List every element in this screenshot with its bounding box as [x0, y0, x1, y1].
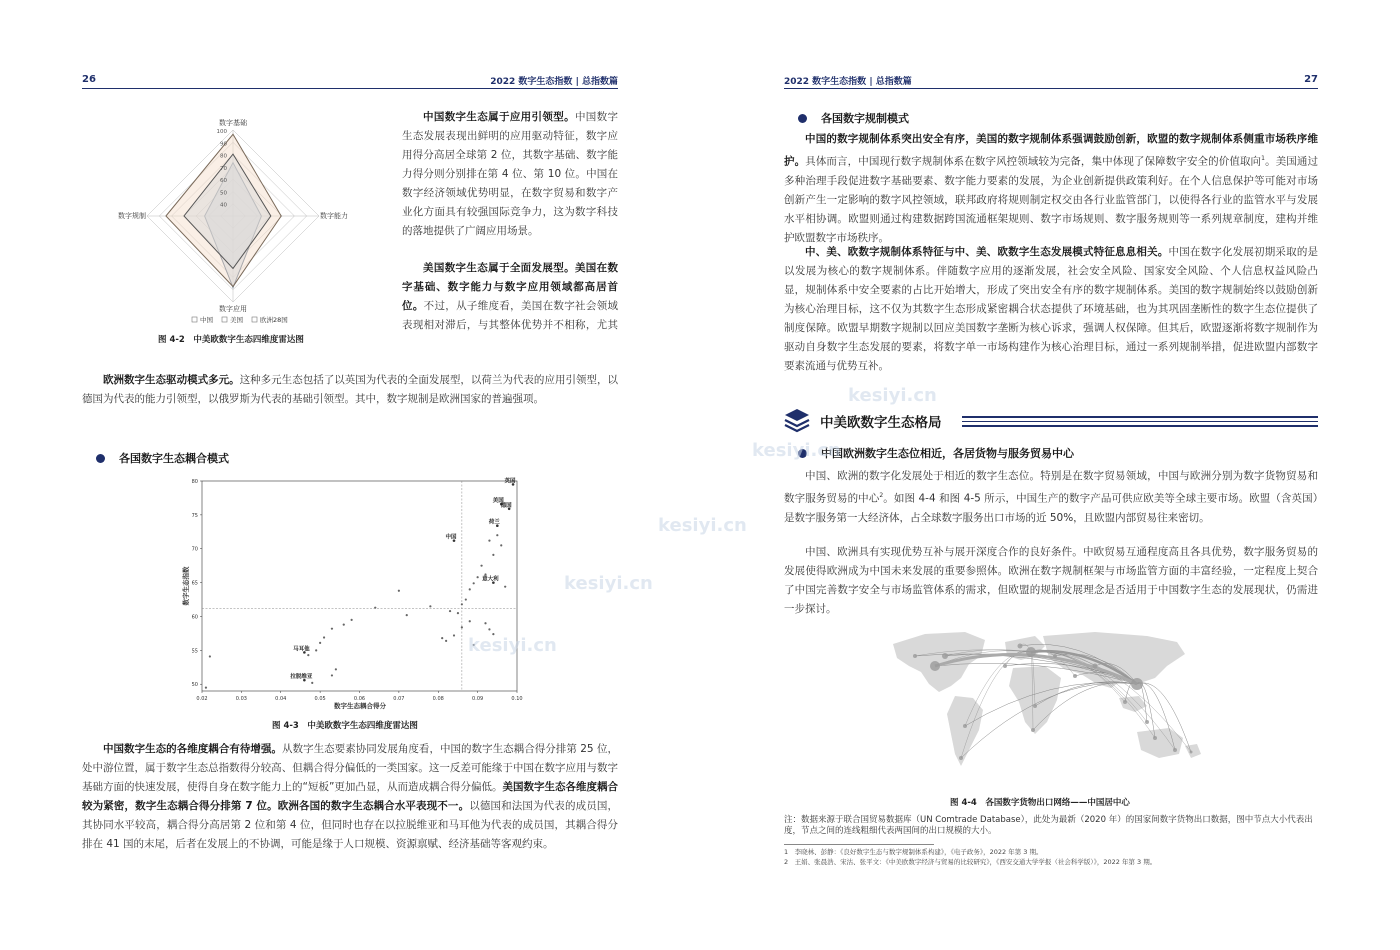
radar-tick-label: 50: [220, 190, 227, 197]
scatter-point: [473, 582, 475, 584]
scatter-y-tick-label: 60: [191, 614, 198, 621]
section-banner: [784, 405, 1318, 437]
scatter-point: [469, 620, 471, 622]
para-regulation-body2: 。美国通过多种治理手段促进数字基础要素、数字能力要素的发展，为企业创新提供政策利好。在个人信息保护等可能对市场创新产生一定影响的数字风控领域，联邦政府将规则制定权交由各行业监管部门，以使得各行业的监管水平与发展水平相协调。欧盟则通过构建数据跨国流通框架规则、数字市场规则、数字服务规则等一系列规章制度，建构并维护欧盟数字市场秩序。: [784, 155, 1319, 244]
scatter-plot-area: [202, 481, 517, 691]
scatter-caption: 图 4-3 中美欧数字生态四维度雷达图: [272, 721, 418, 731]
scatter-point: [465, 598, 467, 600]
trade-node: [1073, 674, 1077, 678]
section-regulation-title: 各国数字规制模式: [821, 112, 909, 125]
trade-network-map: [885, 626, 1215, 786]
section-niche-title: 中国欧洲数字生态位相近，各居货物与服务贸易中心: [821, 447, 1074, 460]
trade-node: [930, 661, 940, 671]
section-bullet-icon: [96, 454, 105, 463]
para-us-comprehensive: [82, 259, 618, 335]
scatter-point-label: 拉脱维亚: [290, 674, 313, 681]
scatter-x-tick-label: 0.08: [432, 696, 444, 702]
scatter-point: [477, 576, 479, 578]
para-us-body: 不过，从子维度看，美国在数字社会领域表现相对滞后，与其整体优势并不相称，尤其: [402, 300, 618, 331]
watermark: kesiyi.cn: [658, 515, 747, 536]
watermark: kesiyi.cn: [468, 635, 557, 656]
banner-rule-2: [962, 421, 1318, 422]
scatter-point: [319, 642, 321, 644]
para-features-lead: 中、美、欧数字规制体系特征与中、美、欧数字生态发展模式特征息息相关。: [805, 246, 1169, 258]
footnote-rule: [784, 844, 934, 845]
scatter-point: [335, 668, 337, 670]
scatter-point: [461, 603, 463, 605]
scatter-point: [488, 628, 490, 630]
watermark: kesiyi.cn: [752, 440, 841, 461]
trade-node: [1145, 720, 1149, 724]
section-coupling-mode: [96, 450, 229, 466]
scatter-point: [496, 534, 498, 536]
banner-rule-1: [962, 416, 1318, 418]
banner-rule-3: [962, 425, 1318, 427]
scatter-x-tick-label: 0.06: [353, 696, 366, 702]
radar-axis-label-bottom: 数字应用: [219, 305, 247, 313]
scatter-point: [461, 626, 463, 628]
scatter-point: [492, 554, 494, 556]
scatter-point-label: 中国: [445, 534, 457, 541]
para-niche-body2: 。如图 4-4 和图 4-5 所示，中国生产的数字产品可供应欧美等全球主要市场。欧盟（含英国）是数字服务第一大经济体，占全球数字服务出口市场的近 50%，且欧盟内部贸易往来密切。: [784, 492, 1318, 524]
radar-axis-label-right: 数字能力: [320, 212, 348, 220]
scatter-point: [398, 590, 400, 592]
para-china-application: [402, 108, 618, 260]
scatter-point: [205, 687, 207, 689]
trade-node: [1153, 736, 1157, 740]
trade-node: [1173, 748, 1177, 752]
radar-tick-label: 90: [220, 141, 227, 148]
trade-node: [1123, 700, 1127, 704]
para-europe-body: 这种多元生态包括了以英国为代表的全面发展型，以荷兰为代表的应用引领型，以德国为代表的能力引领型，以俄罗斯为代表的基础引领型。其中，数字规制是欧洲国家的普遍强项。: [82, 374, 619, 405]
radar-axis-label-top: 数字基础: [219, 119, 247, 127]
scatter-point: [488, 540, 490, 542]
scatter-point: [307, 654, 309, 656]
scatter-point: [331, 674, 333, 676]
scatter-point: [484, 622, 486, 624]
radar-tick-label: 70: [220, 165, 227, 172]
para-complementary-body: 中国、欧洲具有实现优势互补与展开深度合作的良好条件。中欧贸易互通程度高且各具优势，数字服务贸易的发展使得欧洲成为中国未来发展的重要参照体。欧洲在数字规制框架与市场监管方面的丰富经验，一定程度上契合了中国完善数字安全与市场监管体系的需求，但欧盟的规制发展理念是否适用于中国数字生态的发展现状，仍需进一步探讨。: [784, 546, 1318, 615]
watermark: kesiyi.cn: [848, 385, 937, 406]
trade-node: [1031, 728, 1035, 732]
para-regulation-body: 具体而言，中国现行数字规制体系在数字风控领域较为完备，集中体现了保障数字安全的价值取向: [805, 155, 1262, 168]
radar-tick-label: 100: [216, 129, 227, 135]
scatter-point: [331, 628, 333, 630]
trade-node: [942, 653, 948, 659]
para-us-lead: 美国数字生态属于全面发展型。美国在数字基础、数字能力与数字应用领域都高居首位。: [402, 262, 618, 312]
scatter-point: [453, 634, 455, 636]
watermark: kesiyi.cn: [564, 573, 653, 594]
scatter-point: [484, 573, 486, 575]
scatter-point-label: 荷兰: [488, 519, 500, 526]
footnote-ref-1: 1: [1261, 155, 1265, 162]
trade-node: [1053, 654, 1057, 658]
para-complementary: [784, 543, 1318, 619]
trade-node: [963, 724, 967, 728]
scatter-chart: [180, 475, 525, 713]
para-coupling-lead1: 中国数字生态的各维度耦合有待增强。: [103, 743, 283, 755]
scatter-point: [504, 586, 506, 588]
para-features-body: 中国在数字化发展初期采取的是以发展为核心的数字规制体系。伴随数字应用的逐渐发展，社会安全风险、国家安全风险、个人信息权益风险凸显，规制体系中安全要素的占比开始增大，形成了突出安全有序的数字规制体系。美国的数字规制始终以鼓励创新为核心治理目标，这不仅为其数字生态形成紧密耦合状态提供了环境基础，也为其巩固垄断性的数字生态位提供了制度保障。欧盟早期数字规制以回应美国数字垄断为核心诉求，强调人权保障。但其后，欧盟逐渐将数字规制作为驱动自身数字生态发展的要素，将数字单一市场构建作为核心治理目标，通过一系列规制举措，促进欧盟内部数字要素流通与优势互补。: [784, 246, 1319, 372]
para-coupling-analysis: [82, 740, 618, 854]
scatter-y-tick-label: 50: [191, 682, 198, 689]
scatter-point-label: 马耳他: [293, 646, 310, 653]
scatter-ylabel: 数字生态指数: [182, 566, 190, 606]
legend-label-china: 中国: [200, 316, 213, 324]
scatter-point: [469, 588, 471, 590]
scatter-y-tick-label: 65: [191, 580, 198, 587]
scatter-y-tick-label: 55: [191, 648, 198, 655]
scatter-point: [311, 682, 313, 684]
legend-label-us: 美国: [230, 316, 243, 324]
para-coupling-body2: 以德国和法国为代表的成员国，其协同水平较高，耦合得分高居第 2 位和第 4 位，但同时也存在以拉脱维亚和马耳他为代表的成员国，其耦合得分排在 41 国的末尾，后者在发展上的不协调，可能是缘于人口规模、资源禀赋、经济基础等客观约束。: [82, 800, 618, 850]
scatter-point: [315, 649, 317, 651]
section-regulation-mode: [798, 110, 909, 126]
scatter-point: [351, 619, 353, 621]
para-coupling-lead2: 美国数字生态各维度耦合较为紧密，数字生态耦合得分排第 7 位。欧洲各国的数字生态耦合水平表现不一。: [82, 781, 618, 812]
scatter-x-tick-label: 0.10: [511, 696, 523, 702]
trade-node: [1018, 644, 1023, 649]
scatter-point: [343, 624, 345, 626]
footnote-ref-2: 2: [879, 492, 884, 499]
para-regulation-systems: [784, 130, 1318, 248]
scatter-point: [406, 614, 408, 616]
right-header-rule: [784, 88, 1318, 89]
para-europe-lead: 欧洲数字生态驱动模式多元。: [103, 374, 240, 386]
scatter-point-label: 美国: [492, 498, 504, 505]
para-europe-diverse: [82, 371, 618, 409]
radar-axis-label-left: 数字规制: [118, 212, 146, 220]
radar-tick-label: 40: [220, 202, 227, 209]
scatter-xlabel: 数字生态耦合得分: [334, 702, 386, 710]
para-niche-body: 中国、欧洲的数字化发展处于相近的数字生态位。特别是在数字贸易领域，中国与欧洲分别为数字货物贸易和数字服务贸易的中心: [784, 470, 1318, 505]
footnote-2: 2 王娟、张晨浩、宋沽、张平文：《中美欧数字经济与贸易的比较研究》，《西安交通大学学报（社会科学版）》，2022 年第 3 期。: [784, 858, 1157, 866]
section-coupling-title: 各国数字生态耦合模式: [119, 452, 229, 465]
radar-tick-label: 80: [220, 153, 227, 160]
para-regulation-features: [784, 243, 1318, 376]
scatter-x-tick-label: 0.04: [275, 696, 287, 702]
para-china-application-body: 中国数字生态发展表现出鲜明的应用驱动特征，数字应用得分高居全球第 2 位，其数字基础、数字能力得分则分别排在第 4 位、第 10 位。中国在数字经济领域优势明显，在数字贸易和数字产业化方面具有较强国际竞争力，这为数字科技的落地提供了广阔应用场景。: [402, 111, 618, 237]
map-note: 注：数据来源于联合国贸易数据库（UN Comtrade Database），此处为最新（2020 年）的国家间数字货物出口数据，图中节点大小代表出度，节点之间的连线粗细代表两国间的出口规模的大小。: [784, 815, 1313, 836]
scatter-point: [209, 655, 211, 657]
trade-node: [959, 756, 963, 760]
left-header-rule: [82, 88, 618, 89]
radar-tick-label: 60: [220, 178, 227, 185]
trade-node: [1003, 664, 1007, 668]
left-page-number: 26: [82, 74, 96, 85]
para-regulation-lead: 中国的数字规制体系突出安全有序，美国的数字规制体系强调鼓励创新，欧盟的数字规制体系侧重市场秩序维护。: [784, 133, 1318, 168]
left-page-header: 2022 数字生态指数 | 总指数篇: [490, 77, 618, 87]
trade-node: [1033, 704, 1037, 708]
trade-node: [1093, 664, 1098, 669]
scatter-point: [445, 640, 447, 642]
scatter-x-tick-label: 0.05: [314, 696, 326, 702]
scatter-point: [374, 607, 376, 609]
trade-node: [1131, 678, 1143, 690]
scatter-point: [323, 636, 325, 638]
map-caption: 图 4-4 各国数字货物出口网络——中国居中心: [950, 798, 1130, 808]
banner-title: 中美欧数字生态格局: [820, 415, 942, 431]
scatter-point-label: 意大利: [482, 576, 499, 583]
scatter-y-tick-label: 75: [191, 512, 198, 519]
legend-label-eu: 欧洲28国: [260, 316, 288, 324]
right-page-number: 27: [1304, 74, 1318, 85]
scatter-point: [457, 612, 459, 614]
scatter-point-label: 德国: [500, 502, 512, 509]
section-bullet-icon: [798, 114, 807, 123]
scatter-x-tick-label: 0.02: [196, 696, 208, 702]
scatter-x-tick-label: 0.09: [472, 696, 484, 702]
para-us-comprehensive-block: [82, 259, 618, 335]
trade-node: [913, 654, 917, 658]
scatter-point: [441, 637, 443, 639]
right-page-header: 2022 数字生态指数 | 总指数篇: [784, 77, 912, 87]
para-niche: [784, 467, 1318, 528]
layers-icon: [784, 407, 810, 433]
para-china-application-lead: 中国数字生态属于应用引领型。: [423, 111, 575, 123]
scatter-y-tick-label: 80: [191, 479, 198, 485]
radar-caption: 图 4-2 中美欧数字生态四维度雷达图: [158, 335, 304, 345]
scatter-point: [500, 544, 502, 546]
scatter-y-tick-label: 70: [191, 546, 198, 553]
para-coupling-body1: 从数字生态要素协同发展角度看，中国的数字生态耦合得分排第 25 位，处中游位置，属于数字生态总指数得分较高、但耦合得分偏低的一类国家。这一反差可能缘于中国在数字应用与数字基础方面的快速发展，使得自身在数字能力上的“短板”更加凸显，从而造成耦合得分偏低。: [82, 743, 618, 793]
scatter-point: [449, 610, 451, 612]
radar-series-eu28: [184, 154, 271, 268]
scatter-point: [429, 605, 431, 607]
scatter-x-tick-label: 0.03: [235, 696, 247, 702]
trade-node: [1190, 751, 1193, 754]
scatter-point-label: 英国: [504, 478, 516, 485]
footnote-1: 1 李晓林、彭静：《良好数字生态与数字规制体系构建》，《电子政务》，2022 年第 3 期。: [784, 848, 1043, 856]
trade-node: [1026, 647, 1036, 657]
scatter-x-tick-label: 0.07: [393, 696, 405, 702]
scatter-point: [480, 565, 482, 567]
